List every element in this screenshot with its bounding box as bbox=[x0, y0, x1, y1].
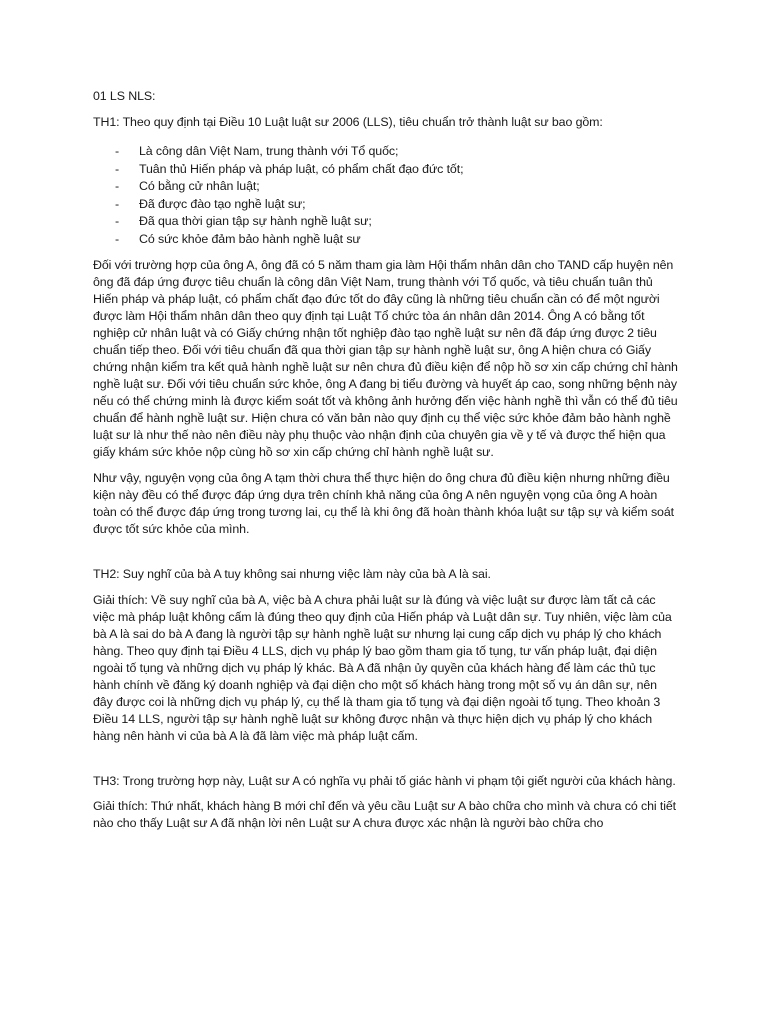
dash-bullet-icon: - bbox=[115, 161, 120, 176]
th3-intro: TH3: Trong trường hợp này, Luật sư A có nghĩa vụ phải tố giác hành vi phạm tội giết người của khách hàng. bbox=[93, 773, 676, 788]
list-item bbox=[93, 231, 679, 249]
list-item-text: Có sức khỏe đảm bảo hành nghề luật sư bbox=[139, 231, 361, 246]
list-item bbox=[93, 178, 679, 196]
th1-analysis-paragraph: Đối với trường hợp của ông A, ông đã có 5 năm tham gia làm Hội thẩm nhân dân cho TAND cấp huyện nên ông đã đáp ứng được tiêu chuẩn là công dân Việt Nam, trung thành với Tổ quốc, và tiêu chuẩn tuân thủ Hiến pháp và pháp luật, có phẩm chất đạo đức tốt do đây cũng là những tiêu chuẩn cần có để một người được làm Hội thẩm nhân dân theo quy định tại Luật Tổ chức tòa án nhân dân 2014. Ông A có bằng tốt nghiệp cử nhân luật và có Giấy chứng nhận tốt nghiệp đào tạo nghề luật sư nên đã đáp ứng được 2 tiêu chuẩn tiếp theo. Đối với tiêu chuẩn đã qua thời gian tập sự hành nghề luật sư, ông A hiện chưa có Giấy chứng nhận kiểm tra kết quả hành nghề luật sư nên chưa đủ điều kiện để nộp hồ sơ xin cấp chứng chỉ hành nghề luật sư. Đối với tiêu chuẩn sức khỏe, ông A đang bị tiểu đường và huyết áp cao, song những bệnh này nếu có thể chứng minh là được kiểm soát tốt và không ảnh hưởng đến việc hành nghề thì vẫn có thể đủ tiêu chuẩn để hành nghề luật sư. Hiện chưa có văn bản nào quy định cụ thể việc sức khỏe đảm bảo hành nghề luật sư là như thế nào nên điều này phụ thuộc vào nhận định của chuyên gia về y tế và được thể hiện qua giấy khám sức khỏe nộp cùng hồ sơ xin cấp chứng chỉ hành nghề luật sư. bbox=[93, 257, 678, 459]
document-heading: 01 LS NLS: bbox=[93, 89, 156, 103]
th2-intro: TH2: Suy nghĩ của bà A tuy không sai nhưng việc làm này của bà A là sai. bbox=[93, 566, 491, 581]
dash-bullet-icon: - bbox=[115, 144, 120, 158]
list-item bbox=[93, 196, 679, 214]
dash-bullet-icon: - bbox=[115, 179, 120, 194]
dash-bullet-icon: - bbox=[115, 231, 120, 246]
list-item bbox=[93, 143, 679, 161]
blank-line bbox=[93, 745, 679, 773]
th1-conclusion-paragraph: Như vậy, nguyện vọng của ông A tạm thời chưa thể thực hiện do ông chưa đủ điều kiện nhưng những điều kiện này đều có thể được đáp ứng dựa trên chính khả năng của ông A nên nguyện vọng của ông A hoàn toàn có thể được đáp ứng trong tương lai, cụ thể là khi ông đã hoàn thành khóa luật sư tập sự và kiểm soát được tốt sức khỏe của mình. bbox=[93, 470, 674, 536]
list-item-text: Là công dân Việt Nam, trung thành với Tổ quốc; bbox=[139, 144, 399, 158]
list-item-text: Có bằng cử nhân luật; bbox=[139, 179, 260, 194]
document-page bbox=[93, 88, 679, 832]
list-item-text: Tuân thủ Hiến pháp và pháp luật, có phẩm chất đạo đức tốt; bbox=[139, 161, 464, 176]
list-item-text: Đã được đào tạo nghề luật sư; bbox=[139, 196, 306, 211]
th1-intro: TH1: Theo quy định tại Điều 10 Luật luật sư 2006 (LLS), tiêu chuẩn trở thành luật sư bao gồm: bbox=[93, 115, 603, 129]
list-item bbox=[93, 161, 679, 179]
list-item-text: Đã qua thời gian tập sự hành nghề luật sư; bbox=[139, 214, 372, 229]
th2-explanation-paragraph: Giải thích: Về suy nghĩ của bà A, việc bà A chưa phải luật sư là đúng và việc luật sư được làm tất cả các việc mà pháp luật không cấm là đúng theo quy định của Hiến pháp và Luật dân sự. Tuy nhiên, việc làm của bà A là sai do bà A đang là người tập sự hành nghề luật sư nhưng lại cung cấp dịch vụ pháp lý cho khách hàng. Theo quy định tại Điều 4 LLS, dịch vụ pháp lý bao gồm tham gia tố tụng, tư vấn pháp luật, đại diện ngoài tố tụng và những dịch vụ pháp lý khác. Bà A đã nhận ủy quyền của khách hàng để làm các thủ tục hành chính về đăng ký doanh nghiệp và đại diện cho một số khách hàng trong một số vụ án dân sự, nên đây được coi là những dịch vụ pháp lý, cụ thể là tham gia tố tụng và đại diện ngoài tố tụng. Theo khoản 3 Điều 14 LLS, người tập sự hành nghề luật sư không được nhận và thực hiện dịch vụ pháp lý cho khách hàng nên hành vi của bà A là đã làm việc mà pháp luật cấm. bbox=[93, 592, 672, 743]
list-item bbox=[93, 213, 679, 231]
dash-bullet-icon: - bbox=[115, 196, 120, 211]
blank-line bbox=[93, 538, 679, 566]
th3-explanation-paragraph: Giải thích: Thứ nhất, khách hàng B mới chỉ đến và yêu cầu Luật sư A bào chữa cho mình và chưa có chi tiết nào cho thấy Luật sư A đã nhận lời nên Luật sư A chưa được xác nhận là người bào chữa cho bbox=[93, 798, 676, 830]
th1-criteria-list bbox=[93, 143, 679, 249]
dash-bullet-icon: - bbox=[115, 214, 120, 229]
